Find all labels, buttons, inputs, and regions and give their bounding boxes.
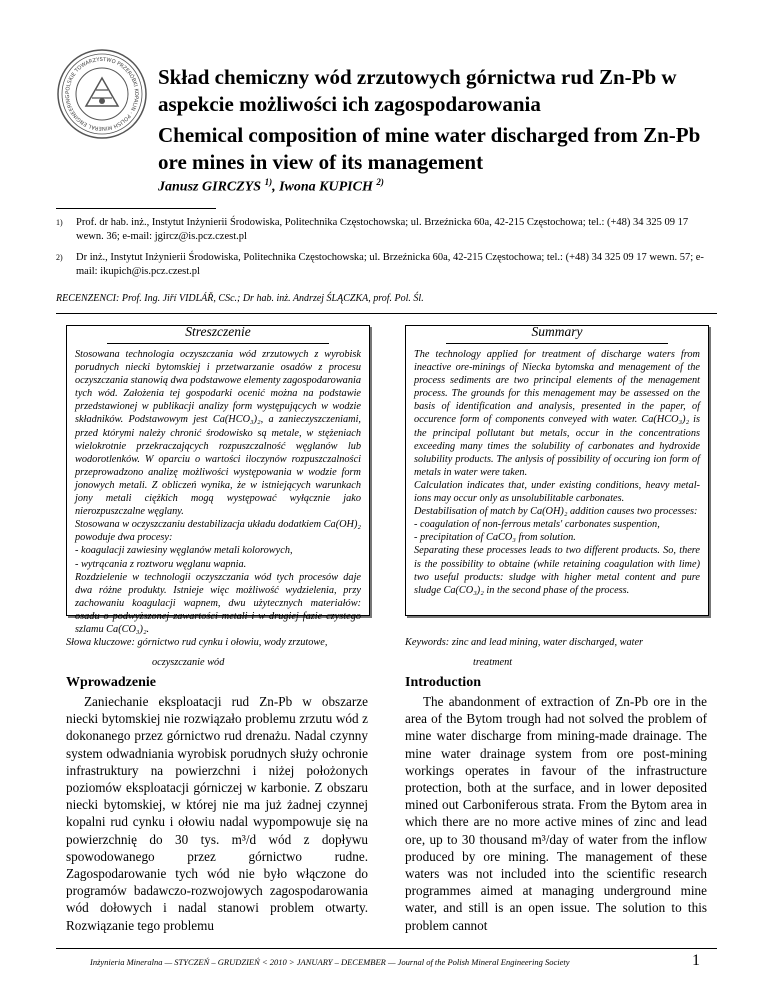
logo-ring-text: POLSKIE TOWARZYSTWO PRZERÓBKI KOPALIN · POLISH MINERAL ENGINEERING <box>64 56 140 132</box>
affiliation-1-text: Prof. dr hab. inż., Instytut Inżynierii Środowiska, Politechnika Częstochowska; ul. Brzeźnicka 60a, 42-215 Częstochowa; tel.: (+48) 34 325 09 17 wewn. 36; e-mail: jgircz@is.pcz.czest.pl <box>76 217 689 242</box>
keywords-polish-label: Słowa kluczowe: <box>66 637 135 648</box>
reviewers-line: RECENZENCI: Prof. Ing. Jiří VIDLÁŘ, CSc.; Dr hab. inż. Andrzej ŚLĄCZKA, prof. Pol. Śl. <box>56 293 424 304</box>
abstract-polish <box>66 324 370 635</box>
affiliation-1 <box>56 216 716 244</box>
footer-divider <box>56 948 717 949</box>
page-number: 1 <box>692 952 700 969</box>
abstract-polish-heading-rule <box>107 343 329 344</box>
abstract-english-heading-rule <box>446 343 668 344</box>
abstract-english-heading: Summary <box>531 324 583 339</box>
author-1-mark: 1) <box>264 177 273 187</box>
keywords-polish <box>66 633 366 673</box>
journal-footer: Inżynieria Mineralna — STYCZEŃ – GRUDZIEŃ < 2010 > JANUARY – DECEMBER — Journal of the Polish Mineral Engineering Society <box>90 957 570 967</box>
intro-polish-body: Zaniechanie eksploatacji rud Zn-Pb w obszarze niecki bytomskiej nie rozwiązało problemu zrzutu wód z dokonanego przez górnictwo rud drenażu. Nadal czynny system odwadniania wyrobisk porudnych służy ochronie infrastruktury na powierzchni i niżej położonych poziomów eksploatacji górniczej w karbonie. Z obszaru niecki bytomskiej, w której nie ma już żadnej czynnej kopalni rud cynku i ołowiu nadal wypompowuje się na powierzchnię do 30 tys. m³/d wód z dopływu spowodowanego przez górnictwo rudne. Zagospodarowanie tych wód nie było włączone do programów badawczo-rozwojowych zagospodarowania wód dołowych i nadal stanowi problem otwarty. Rozwiązanie tego problemu <box>66 694 368 933</box>
keywords-english-line2: treatment <box>473 657 513 668</box>
keywords-polish-line1: górnictwo rud cynku i ołowiu, wody zrzutowe, <box>137 637 328 648</box>
intro-english-heading: Introduction <box>405 675 481 690</box>
title-english: Chemical composition of mine water discharged from Zn-Pb ore mines in view of its management <box>158 123 701 174</box>
author-2: Iwona KUPICH <box>279 179 373 195</box>
abstract-polish-heading: Streszczenie <box>185 324 251 339</box>
author-separator: , <box>272 179 280 195</box>
abstract-polish-body: Stosowana technologia oczyszczania wód zrzutowych z wyrobisk porudnych niecki bytomskiej i przetwarzanie osadów z procesu oczyszczania stanowią dwa podstawowe elementy zagospodarowania tych wód. Założenia tej gospodarki ocenić można na podstawie przedstawionej w publikacji analizy form występujących w wodzie składników. Podstawowym jest Ca(HCO₃)₂, a zanieczyszczeniami, przed którymi należy chronić środowisko są metale, w stężeniach wielokrotnie przekraczających rozpuszczalność węglanów lub wodorotlenków. W oparciu o wartości iloczynów rozpuszczalności przeprowadzono analizę możliwości występowania w wodzie form jonowych metali. Z obliczeń wynika, że w istniejących warunkach jony metali ciężkich mogą występować wyłącznie jako nierozpuszczalne węglany. Stosowana w oczyszczaniu destabilizacja układu dodatkiem Ca(OH)₂ powoduje dwa procesy: - koagulacji zawiesiny węglanów metali kolorowych, - wytrącania z roztworu węglanu wapnia. Rozdzielenie w technologii oczyszczania wód tych procesów daje dwa różne produkty. Istnieje więc możliwość wydzielenia, przy zachowaniu koagulacji wapnem, dwu użytecznych materiałów: osadu o podwyższonej zawartości metali i w drugiej fazie czystego szlamu Ca(CO₃)₂. <box>75 349 361 635</box>
intro-english-body: The abandonment of extraction of Zn-Pb ore in the area of the Bytom trough had not solved the problem of mine water discharge from mining-made drainage. The mine water drainage system from ore post-mining workings operates in favour of the infrastructure protection, both at the surface, and in lower deposited mined out Carboniferous strata. From the Bytom area in which there are no more active mines of zinc and lead ore, up to 30 thousand m³/day of water from the inflow produced by ore mining. The management of these waters was not included into the scientific research programmes aimed at managing underground mine water, and still is an open issue. The solution to this problem cannot <box>405 694 707 933</box>
intro-polish-heading: Wprowadzenie <box>66 675 156 690</box>
keywords-polish-line2: oczyszczanie wód <box>152 657 225 668</box>
keywords-english-label: Keywords: <box>405 637 450 648</box>
author-1: Janusz GIRCZYS <box>158 179 262 195</box>
society-seal-logo <box>56 48 148 140</box>
affiliation-divider <box>56 208 216 209</box>
affiliation-2 <box>56 251 716 279</box>
title-polish: Skład chemiczny wód zrzutowych górnictwa rud Zn-Pb w aspekcie możliwości ich zagospodarowania <box>158 65 677 116</box>
abstract-english-body: The technology applied for treatment of discharge waters from ineactive ore-minings of Niecka bytomska and menagement of the process sediments are two principal elements of the menagement process. The grounds for this menagement may be assessed on the basis of identification and analysis, presented in the paper, of occurence form of components conveyed with water. Ca(HCO₃)₂ is the principal pollutant but metals, occur in the concentrations exceeding many times the solubility of carbonates and hydroxide solubility products. The anlysis of possibility of occuring ion form of metals in water were taken. Calculation indicates that, under existing conditions, heavy metal-ions may occur only as unsolubilitable carbonates. Destabilisation of match by Ca(OH)₂ addition causes two processes: - coagulation of non-ferrous metals' carbonates suspention, - precipitation of CaCO₃ from solution. Separating these processes leads to two different products. So, there is the possibility to obtaine (while retaining coagulation with lime) two useful products: sludge with higher metal content and pure sludge Ca(CO₃)₂ in the second phase of the process. <box>414 349 700 596</box>
abstract-english <box>405 325 709 616</box>
affiliation-2-mark: 2) <box>56 253 63 262</box>
author-2-mark: 2) <box>376 177 384 187</box>
header-divider <box>56 313 717 314</box>
keywords-english <box>405 633 705 673</box>
keywords-english-line1: zinc and lead mining, water discharged, water <box>451 637 644 648</box>
affiliation-1-mark: 1) <box>56 218 63 227</box>
affiliation-2-text: Dr inż., Instytut Inżynierii Środowiska, Politechnika Częstochowska; ul. Brzeźnicka 60a, 42-215 Częstochowa; tel.: (+48) 34 325 09 17 wewn. 57; e-mail: ikupich@is.pcz.czest.pl <box>76 252 704 277</box>
authors-line <box>158 177 384 196</box>
